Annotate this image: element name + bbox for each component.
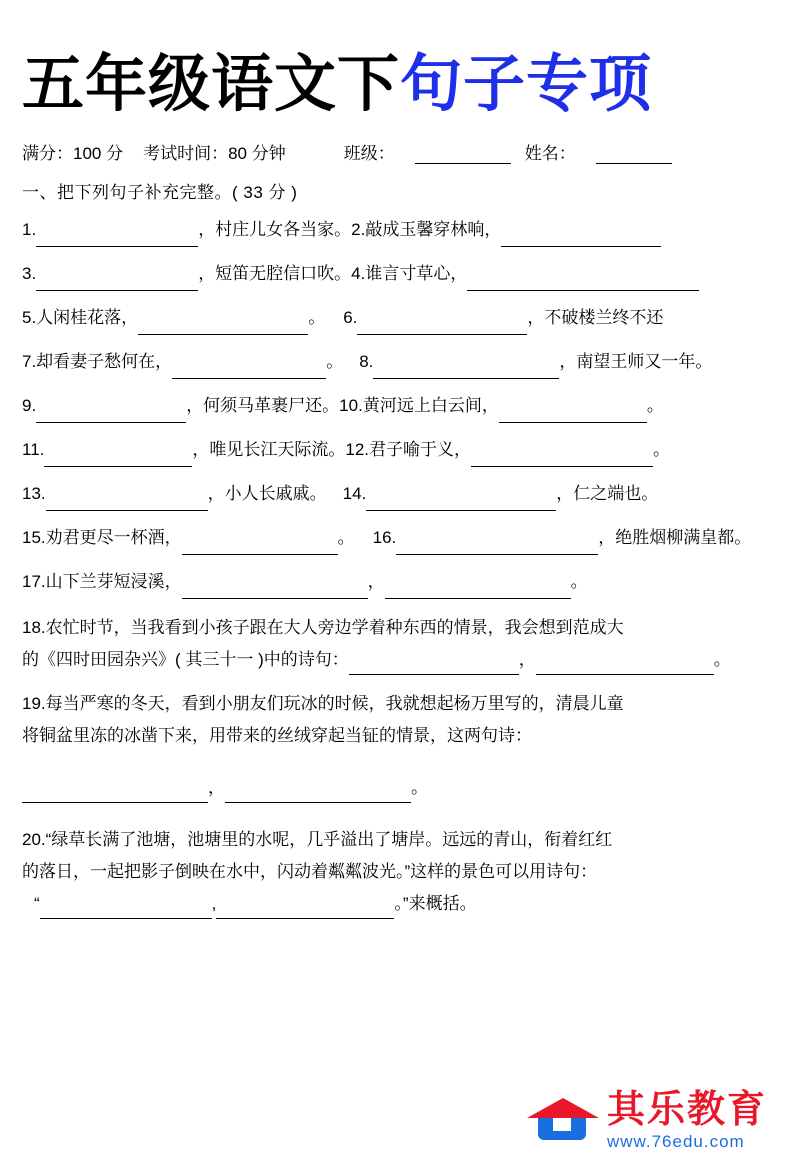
q11-blank-1[interactable]: [44, 444, 192, 467]
q9-text: ，何须马革裹尸还。10.黄河远上白云间，: [186, 396, 499, 416]
name-label: 姓名：: [524, 144, 576, 164]
brand-url: www.76edu.com: [606, 1131, 745, 1151]
q20-line-2: 的落日，一起把影子倒映在水中，闪动着粼粼波光。”这样的景色可以用诗句：: [22, 862, 598, 882]
q5-end: 。: [308, 308, 326, 328]
q19-blank-2[interactable]: [225, 780, 411, 803]
brand-logo: [525, 1090, 767, 1150]
q17-prefix: 17.山下兰芽短浸溪，: [22, 572, 182, 592]
question-row-5: [22, 301, 771, 335]
class-label: 班级：: [343, 144, 395, 164]
q18-sep: ，: [518, 650, 536, 670]
question-row-17: [22, 565, 771, 599]
q8-prefix: 8.: [359, 352, 374, 372]
page-title-black: 五年级语文下: [22, 50, 401, 119]
q8-text: ，南望王师又一年。: [559, 352, 713, 372]
q19-blank-1[interactable]: [22, 780, 208, 803]
q11-prefix: 11.: [22, 440, 45, 460]
q20-line-3: [22, 889, 771, 919]
question-row-15: [22, 521, 771, 555]
q17-blank-2[interactable]: [385, 576, 571, 599]
question-row-9: [22, 389, 771, 423]
question-row-13: [22, 477, 771, 511]
q20-open-quote: “: [34, 894, 40, 914]
q3-prefix: 3.: [22, 264, 37, 284]
graduation-cap-icon: [525, 1090, 599, 1150]
q9-prefix: 9.: [22, 396, 37, 416]
q17-end: 。: [570, 572, 588, 592]
q18-blank-1[interactable]: [349, 652, 519, 675]
q16-text: ，绝胜烟柳满皇都。: [598, 528, 752, 548]
section-heading: 一、把下列句子补充完整。( 33 分 ): [22, 183, 298, 203]
q10-blank-1[interactable]: [499, 400, 647, 423]
q9-blank-1[interactable]: [36, 400, 186, 423]
q7-prefix: 7.却看妻子愁何在，: [22, 352, 173, 372]
question-row-1: [22, 213, 771, 247]
q1-prefix: 1.: [22, 220, 37, 240]
q7-blank-1[interactable]: [172, 356, 326, 379]
q14-blank-1[interactable]: [366, 488, 556, 511]
q18-line2-text: 的《四时田园杂兴》( 其三十一 )中的诗句：: [22, 650, 349, 670]
q19-sep: ，: [208, 778, 225, 798]
q18-line-1: 18.农忙时节，当我看到小孩子跟在大人旁边学着种东西的情景，我会想到范成大: [22, 618, 624, 638]
q19-line-1: 19.每当严寒的冬天，看到小朋友们玩冰的时候，我就想起杨万里写的，清晨儿童: [22, 694, 624, 714]
q17-sep: ，: [367, 572, 385, 592]
q3-blank-1[interactable]: [36, 268, 198, 291]
q6-text: ，不破楼兰终不还: [527, 308, 664, 328]
q6-prefix: 6.: [343, 308, 358, 328]
question-row-7: [22, 345, 771, 379]
q13-text: ，小人长戚戚。: [207, 484, 327, 504]
q16-prefix: 16.: [372, 528, 397, 548]
question-row-20: [22, 825, 771, 919]
page-title: [22, 52, 771, 117]
q3-text: ，短笛无腔信口吹。4.谁言寸草心，: [198, 264, 468, 284]
question-row-19: [22, 689, 771, 803]
q8-blank-1[interactable]: [373, 356, 559, 379]
q12-blank-1[interactable]: [471, 444, 653, 467]
q19-line-3: [22, 773, 771, 803]
class-blank-line[interactable]: [415, 146, 511, 164]
q11-text: ，唯见长江天际流。12.君子喻于义，: [192, 440, 472, 460]
q13-blank-1[interactable]: [46, 488, 208, 511]
q12-end: 。: [653, 440, 671, 460]
q14-text: ，仁之端也。: [556, 484, 659, 504]
q4-blank-1[interactable]: [467, 268, 699, 291]
q18-line-2: [22, 645, 771, 675]
q15-blank-1[interactable]: [182, 532, 338, 555]
q2-blank-1[interactable]: [501, 224, 661, 247]
q15-end: 。: [337, 528, 355, 548]
q13-prefix: 13.: [22, 484, 46, 504]
question-row-3: [22, 257, 771, 291]
q14-prefix: 14.: [342, 484, 367, 504]
page-title-blue: 句子专项: [400, 50, 653, 119]
q19-end: 。: [411, 778, 428, 798]
q1-blank-1[interactable]: [36, 224, 198, 247]
brand-name: 其乐教育: [606, 1088, 767, 1131]
q10-end: 。: [646, 396, 664, 416]
q6-blank-1[interactable]: [357, 312, 527, 335]
q20-end: 。”来概括。: [394, 894, 477, 914]
q20-blank-2[interactable]: [216, 896, 394, 919]
exam-info-line: [22, 139, 771, 164]
q16-blank-1[interactable]: [396, 532, 598, 555]
q18-end: 。: [713, 650, 731, 670]
q5-blank-1[interactable]: [138, 312, 308, 335]
q7-end: 。: [326, 352, 344, 372]
q15-prefix: 15.劝君更尽一杯酒，: [22, 528, 182, 548]
worksheet-page: [0, 52, 793, 1174]
q1-text: ，村庄儿女各当家。2.敲成玉馨穿林响，: [198, 220, 502, 240]
q20-line-1: 20.“绿草长满了池塘，池塘里的水呢，几乎溢出了塘岸。远远的青山，衔着红红: [22, 830, 613, 850]
q20-blank-1[interactable]: [40, 896, 212, 919]
question-row-18: [22, 613, 771, 675]
question-row-11: [22, 433, 771, 467]
q18-blank-2[interactable]: [536, 652, 714, 675]
q5-prefix: 5.人闲桂花落，: [22, 308, 139, 328]
exam-time-label: 考试时间：80 分钟: [143, 144, 286, 164]
q20-sep: ,: [211, 894, 217, 914]
name-blank-line[interactable]: [596, 146, 672, 164]
q17-blank-1[interactable]: [182, 576, 368, 599]
total-score-label: 满分：100 分: [22, 144, 124, 164]
q19-line-2: 将铜盆里冻的冰凿下来，用带来的丝绒穿起当钲的情景，这两句诗：: [22, 726, 532, 746]
